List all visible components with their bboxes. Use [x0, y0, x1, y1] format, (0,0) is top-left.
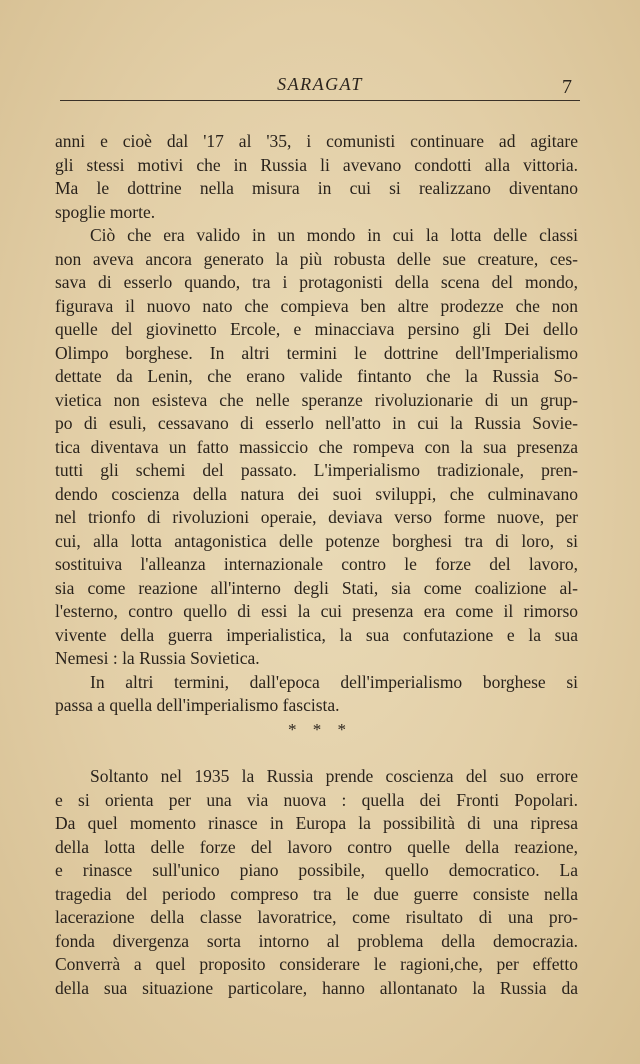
- text-line: dendo coscienza della natura dei suoi sviluppi, che culminavano: [55, 483, 578, 504]
- text-line: Ma le dottrine nella misura in cui si realizzano diventano: [55, 178, 578, 198]
- text-line: cui, alla lotta antagonistica delle potenze borghesi tra di loro, si: [55, 530, 578, 551]
- text-line: e si orienta per una via nuova : quella dei Fronti Popolari.: [55, 789, 578, 810]
- text-line: anni e cioè dal '17 al '35, i comunisti continuare ad agitare: [55, 131, 578, 151]
- text-line: della lotta delle forze del lavoro contro quelle della reazione,: [55, 836, 578, 857]
- text-line: l'esterno, contro quello di essi la cui presenza era come il rimorso: [55, 601, 578, 621]
- text-line: Converrà a quel proposito considerare le ragioni,che, per effetto: [55, 954, 578, 974]
- text-line: sostituiva l'alleanza internazionale contro le forze del lavoro,: [55, 554, 578, 574]
- section-separator: * * *: [288, 720, 352, 739]
- running-header-title: SARAGAT: [277, 74, 363, 94]
- text-line: In altri termini, dall'epoca dell'imperialismo borghese si: [90, 671, 578, 692]
- text-line: Olimpo borghese. In altri termini le dottrine dell'Imperialismo: [55, 342, 578, 363]
- text-line: tutti gli schemi del passato. L'imperialismo tradizionale, pren-: [55, 460, 578, 480]
- text-line: Da quel momento rinasce in Europa la possibilità di una ripresa: [55, 813, 578, 833]
- text-line: fonda divergenza sorta intorno al problema della democrazia.: [55, 930, 578, 951]
- text-line: figurava il nuovo nato che compieva ben altre prodezze che non: [55, 295, 578, 316]
- text-line: vivente della guerra imperialistica, la sua confutazione e la sua: [55, 624, 578, 645]
- text-line: vietica non esisteva che nelle speranze rivoluzionarie di un grup-: [55, 389, 578, 410]
- text-line: gli stessi motivi che in Russia li avevano condotti alla vittoria.: [55, 154, 578, 175]
- text-line: dettate da Lenin, che erano valide fintanto che la Russia So-: [55, 366, 578, 386]
- page-number: 7: [562, 76, 572, 98]
- text-line: della sua situazione particolare, hanno allontanato la Russia da: [55, 977, 578, 998]
- body-text-section-2: [55, 765, 578, 1000]
- text-line: non aveva ancora generato la più robusta delle sue creature, ces-: [55, 248, 578, 269]
- text-line: lacerazione della classe lavoratrice, come risultato di una pro-: [55, 907, 578, 927]
- text-line: tragedia del periodo compreso tra le due guerre consiste nella: [55, 883, 578, 904]
- text-line: Ciò che era valido in un mondo in cui la lotta delle classi: [90, 225, 578, 245]
- text-line: Nemesi : la Russia Sovietica.: [55, 648, 260, 668]
- text-line: nel trionfo di rivoluzioni operaie, deviava verso forme nuove, per: [55, 507, 578, 527]
- text-line: tica diventava un fatto massiccio che rompeva con la sua presenza: [55, 436, 578, 457]
- text-line: quelle del giovinetto Ercole, e minacciava persino gli Dei dello: [55, 319, 578, 339]
- text-line: Soltanto nel 1935 la Russia prende coscienza del suo errore: [90, 766, 578, 786]
- header-rule: [60, 100, 580, 101]
- text-line: sia come reazione all'interno degli Stati, sia come coalizione al-: [55, 577, 578, 598]
- text-line: po di esuli, cessavano di esserlo nell'atto in cui la Russia Sovie-: [55, 413, 578, 433]
- body-text-section-1: [55, 130, 578, 718]
- text-line: e rinasce sull'unico piano possibile, quello democratico. La: [55, 860, 578, 880]
- text-line: sava di esserlo quando, tra i protagonisti della scena del mondo,: [55, 272, 578, 292]
- text-line: passa a quella dell'imperialismo fascista.: [55, 695, 340, 715]
- text-line: spoglie morte.: [55, 201, 156, 222]
